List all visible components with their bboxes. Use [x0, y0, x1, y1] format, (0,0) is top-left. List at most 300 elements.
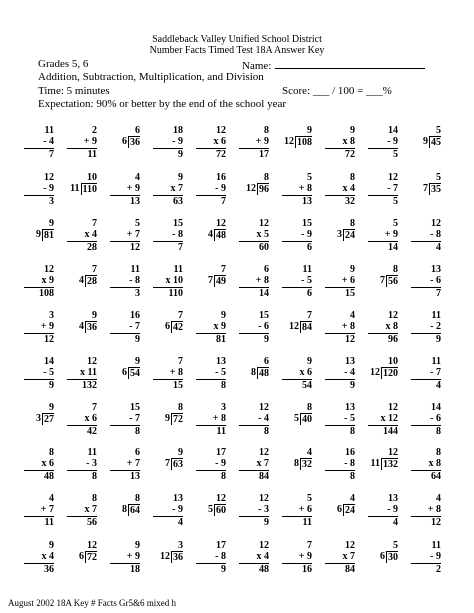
vertical-problem [110, 540, 140, 575]
quotient-answer: 12 [216, 493, 226, 504]
dividend: 72 [87, 552, 97, 563]
answer: 8 [325, 470, 355, 482]
operator-number: x 11 [80, 367, 97, 378]
answer: 4 [411, 241, 441, 253]
divisor: 11 [70, 183, 80, 194]
vertical-problem [411, 356, 441, 391]
answer: 8 [67, 470, 97, 482]
divisor: 6 [337, 504, 342, 515]
operator-number: x 4 [84, 229, 97, 240]
division-problem [282, 447, 312, 470]
operator-number: - 6 [430, 275, 441, 286]
top-number: 4 [350, 310, 355, 321]
answer: 84 [325, 563, 355, 575]
vertical-problem [282, 493, 312, 528]
dividend: 32 [302, 459, 312, 470]
quotient-answer: 9 [92, 310, 97, 321]
quotient-answer: 10 [388, 356, 398, 367]
top-number: 8 [264, 125, 269, 136]
vertical-problem [196, 172, 226, 207]
division-problem [153, 540, 183, 563]
vertical-problem [325, 125, 355, 160]
division-problem [368, 540, 398, 563]
answer: 11 [24, 516, 54, 528]
vertical-problem [325, 540, 355, 575]
quotient-answer: 9 [49, 402, 54, 413]
answer: 14 [239, 287, 269, 299]
divisor: 9 [423, 136, 428, 147]
vertical-problem [24, 447, 54, 482]
divisor: 7 [208, 275, 213, 286]
vertical-problem [24, 540, 54, 575]
division-problem [368, 264, 398, 287]
name-blank-line[interactable] [275, 58, 425, 69]
vertical-problem [411, 264, 441, 299]
vertical-problem [153, 264, 183, 299]
division-problem [282, 402, 312, 425]
vertical-problem [67, 402, 97, 437]
dividend: 132 [383, 459, 398, 470]
answer: 16 [282, 563, 312, 575]
quotient-answer: 5 [436, 172, 441, 183]
operator-number: - 6 [258, 321, 269, 332]
operator-number: - 3 [86, 458, 97, 469]
operator-number: + 8 [298, 183, 312, 194]
top-number: 11 [431, 310, 441, 321]
answer: 12 [110, 241, 140, 253]
divisor: 12 [284, 136, 294, 147]
top-number: 11 [87, 447, 97, 458]
operator-number: - 3 [258, 504, 269, 515]
operator-number: - 4 [344, 367, 355, 378]
answer: 9 [196, 563, 226, 575]
division-problem [239, 172, 269, 195]
operator-number: - 4 [258, 413, 269, 424]
top-number: 12 [259, 493, 269, 504]
quotient-answer: 5 [393, 540, 398, 551]
division-problem [110, 125, 140, 148]
quotient-answer: 8 [178, 402, 183, 413]
divisor: 12 [370, 367, 380, 378]
dividend: 35 [431, 184, 441, 195]
vertical-problem [325, 310, 355, 345]
operator-number: - 8 [344, 458, 355, 469]
divisor: 12 [160, 551, 170, 562]
vertical-problem [368, 125, 398, 160]
top-number: 15 [302, 218, 312, 229]
top-number: 9 [307, 356, 312, 367]
vertical-problem [153, 172, 183, 207]
vertical-problem [67, 218, 97, 253]
top-number: 12 [431, 218, 441, 229]
vertical-problem [196, 402, 226, 437]
divisor: 6 [122, 136, 127, 147]
top-number: 12 [388, 172, 398, 183]
vertical-problem [368, 218, 398, 253]
answer: 48 [239, 563, 269, 575]
name-field[interactable] [242, 58, 425, 72]
vertical-problem [325, 172, 355, 207]
operator-number: x 8 [342, 136, 355, 147]
dividend: 49 [216, 276, 226, 287]
top-number: 7 [92, 218, 97, 229]
answer: 42 [67, 425, 97, 437]
quotient-answer: 12 [388, 447, 398, 458]
answer: 48 [24, 470, 54, 482]
operator-number: + 9 [126, 183, 140, 194]
vertical-problem [67, 125, 97, 160]
divisor: 9 [36, 229, 41, 240]
top-number: 6 [135, 447, 140, 458]
operator-number: - 8 [172, 229, 183, 240]
top-number: 12 [44, 264, 54, 275]
vertical-problem [325, 402, 355, 437]
answer: 9 [411, 333, 441, 345]
operator-number: - 6 [430, 413, 441, 424]
top-number: 7 [307, 540, 312, 551]
top-number: 14 [388, 125, 398, 136]
operator-number: - 5 [344, 413, 355, 424]
score-label: Score: ___ / 100 = ___% [282, 85, 392, 97]
top-number: 5 [307, 493, 312, 504]
answer: 54 [282, 379, 312, 391]
operator-number: + 8 [169, 367, 183, 378]
vertical-problem [110, 310, 140, 345]
division-problem [153, 447, 183, 470]
vertical-problem [153, 218, 183, 253]
operator-number: - 9 [301, 229, 312, 240]
top-number: 11 [431, 356, 441, 367]
division-problem [368, 356, 398, 379]
answer: 9 [239, 333, 269, 345]
divisor: 6 [122, 367, 127, 378]
operator-number: x 6 [299, 367, 312, 378]
operator-number: - 9 [215, 183, 226, 194]
operator-number: x 8 [428, 458, 441, 469]
vertical-problem [110, 402, 140, 437]
vertical-problem [239, 264, 269, 299]
answer: 28 [67, 241, 97, 253]
top-number: 3 [221, 402, 226, 413]
vertical-problem [368, 402, 398, 437]
vertical-problem [368, 172, 398, 207]
operator-number: - 5 [301, 275, 312, 286]
top-number: 9 [49, 540, 54, 551]
dividend: 48 [216, 230, 226, 241]
top-number: 9 [350, 264, 355, 275]
operator-number: x 7 [170, 183, 183, 194]
answer: 13 [110, 470, 140, 482]
answer: 72 [325, 148, 355, 160]
top-number: 11 [44, 125, 54, 136]
dividend: 28 [87, 276, 97, 287]
answer: 6 [282, 241, 312, 253]
vertical-problem [239, 310, 269, 345]
operator-number: x 7 [84, 504, 97, 515]
dividend: 45 [431, 137, 441, 148]
top-number: 12 [388, 310, 398, 321]
dividend: 27 [44, 414, 54, 425]
vertical-problem [153, 493, 183, 528]
vertical-problem [411, 218, 441, 253]
operator-number: x 7 [342, 551, 355, 562]
quotient-answer: 9 [135, 356, 140, 367]
operator-number: x 6 [41, 458, 54, 469]
quotient-answer: 4 [350, 493, 355, 504]
quotient-answer: 7 [307, 310, 312, 321]
divisor: 4 [79, 275, 84, 286]
quotient-answer: 8 [350, 218, 355, 229]
vertical-problem [110, 218, 140, 253]
quotient-answer: 7 [221, 264, 226, 275]
answer: 8 [110, 425, 140, 437]
operator-number: x 6 [213, 136, 226, 147]
top-number: 5 [135, 218, 140, 229]
operator-number: - 5 [215, 367, 226, 378]
vertical-problem [110, 447, 140, 482]
divisor: 9 [165, 413, 170, 424]
vertical-problem [282, 264, 312, 299]
dividend: 24 [345, 505, 355, 516]
top-number: 16 [216, 172, 226, 183]
operator-number: - 9 [215, 458, 226, 469]
expectation-label: Expectation: 90% or better by the end of the school year [38, 98, 287, 110]
top-number: 11 [173, 264, 183, 275]
top-number: 7 [178, 356, 183, 367]
division-problem [282, 310, 312, 333]
top-number: 4 [49, 493, 54, 504]
answer: 13 [110, 195, 140, 207]
division-problem [325, 218, 355, 241]
operator-number: + 6 [341, 275, 355, 286]
dividend: 60 [216, 505, 226, 516]
top-number: 8 [350, 172, 355, 183]
top-number: 13 [345, 356, 355, 367]
operator-number: - 7 [129, 321, 140, 332]
quotient-answer: 8 [393, 264, 398, 275]
vertical-problem [24, 125, 54, 160]
division-problem [411, 172, 441, 195]
vertical-problem [67, 356, 97, 391]
division-problem [325, 493, 355, 516]
vertical-problem [24, 310, 54, 345]
divisor: 6 [165, 321, 170, 332]
top-number: 5 [307, 172, 312, 183]
division-problem [153, 402, 183, 425]
dividend: 48 [259, 368, 269, 379]
operator-number: x 10 [165, 275, 183, 286]
division-problem [67, 264, 97, 287]
vertical-problem [239, 125, 269, 160]
answer: 4 [411, 379, 441, 391]
answer: 8 [239, 425, 269, 437]
top-number: 7 [92, 402, 97, 413]
vertical-problem [368, 493, 398, 528]
vertical-problem [110, 172, 140, 207]
operator-number: x 4 [256, 551, 269, 562]
vertical-problem [282, 540, 312, 575]
division-problem [411, 125, 441, 148]
answer: 15 [325, 287, 355, 299]
dividend: 40 [302, 414, 312, 425]
dividend: 72 [173, 414, 183, 425]
quotient-answer: 12 [216, 218, 226, 229]
answer: 110 [153, 287, 183, 299]
top-number: 12 [259, 447, 269, 458]
top-number: 12 [388, 402, 398, 413]
footer-note: August 2002 18A Key # Facts Gr5&6 mixed h [8, 598, 176, 608]
operator-number: x 9 [41, 275, 54, 286]
vertical-problem [196, 447, 226, 482]
answer: 7 [196, 195, 226, 207]
answer: 11 [282, 516, 312, 528]
top-number: 14 [431, 402, 441, 413]
quotient-answer: 3 [178, 540, 183, 551]
answer: 84 [239, 470, 269, 482]
vertical-problem [153, 356, 183, 391]
dividend: 81 [44, 230, 54, 241]
answer: 7 [24, 148, 54, 160]
operator-number: - 7 [430, 367, 441, 378]
vertical-problem [239, 402, 269, 437]
operator-number: - 5 [43, 367, 54, 378]
answer: 108 [24, 287, 54, 299]
operator-number: - 9 [172, 504, 183, 515]
answer: 56 [67, 516, 97, 528]
dividend: 64 [130, 505, 140, 516]
vertical-problem [110, 264, 140, 299]
top-number: 13 [173, 493, 183, 504]
answer: 144 [368, 425, 398, 437]
divisor: 4 [79, 321, 84, 332]
district-name: Saddleback Valley Unified School District [152, 34, 322, 45]
answer: 60 [239, 241, 269, 253]
answer: 7 [411, 287, 441, 299]
top-number: 2 [92, 125, 97, 136]
answer: 81 [196, 333, 226, 345]
operator-number: x 7 [256, 458, 269, 469]
vertical-problem [239, 540, 269, 575]
dividend: 36 [87, 322, 97, 333]
test-title: Number Facts Timed Test 18A Answer Key [149, 45, 325, 56]
division-problem [196, 493, 226, 516]
top-number: 12 [345, 540, 355, 551]
top-number: 5 [393, 218, 398, 229]
vertical-problem [67, 447, 97, 482]
vertical-problem [325, 264, 355, 299]
quotient-answer: 8 [135, 493, 140, 504]
quotient-answer: 6 [264, 356, 269, 367]
divisor: 12 [246, 183, 256, 194]
answer: 8 [325, 425, 355, 437]
top-number: 13 [431, 264, 441, 275]
operator-number: - 8 [215, 551, 226, 562]
answer: 17 [239, 148, 269, 160]
quotient-answer: 12 [87, 540, 97, 551]
division-problem [110, 356, 140, 379]
top-number: 12 [44, 172, 54, 183]
vertical-problem [325, 447, 355, 482]
operator-number: - 2 [430, 321, 441, 332]
answer: 3 [24, 195, 54, 207]
division-problem [153, 310, 183, 333]
quotient-answer: 9 [307, 125, 312, 136]
top-number: 15 [173, 218, 183, 229]
divisor: 8 [251, 367, 256, 378]
divisor: 4 [208, 229, 213, 240]
vertical-problem [196, 540, 226, 575]
quotient-answer: 4 [307, 447, 312, 458]
answer: 13 [282, 195, 312, 207]
top-number: 12 [259, 218, 269, 229]
operator-number: - 9 [387, 504, 398, 515]
answer: 11 [196, 425, 226, 437]
top-number: 13 [388, 493, 398, 504]
top-number: 3 [49, 310, 54, 321]
top-number: 4 [135, 172, 140, 183]
answer: 63 [153, 195, 183, 207]
top-number: 9 [135, 540, 140, 551]
division-problem [239, 356, 269, 379]
answer: 6 [282, 287, 312, 299]
dividend: 84 [302, 322, 312, 333]
vertical-problem [24, 356, 54, 391]
quotient-answer: 9 [49, 218, 54, 229]
operator-number: x 4 [342, 183, 355, 194]
divisor: 8 [122, 504, 127, 515]
operator-number: - 9 [172, 136, 183, 147]
vertical-problem [196, 310, 226, 345]
operator-number: + 8 [341, 321, 355, 332]
division-problem [110, 493, 140, 516]
vertical-problem [282, 172, 312, 207]
vertical-problem [411, 310, 441, 345]
operator-number: - 8 [430, 229, 441, 240]
answer: 32 [325, 195, 355, 207]
divisor: 7 [423, 183, 428, 194]
answer: 9 [239, 516, 269, 528]
answer: 15 [153, 379, 183, 391]
divisor: 3 [337, 229, 342, 240]
dividend: 36 [173, 552, 183, 563]
quotient-answer: 9 [178, 447, 183, 458]
vertical-problem [411, 447, 441, 482]
dividend: 96 [259, 184, 269, 195]
operator-number: + 8 [212, 413, 226, 424]
top-number: 6 [264, 264, 269, 275]
operator-number: + 7 [126, 229, 140, 240]
top-number: 17 [216, 447, 226, 458]
operator-number: - 8 [129, 275, 140, 286]
top-number: 9 [350, 125, 355, 136]
answer: 5 [368, 148, 398, 160]
operator-number: - 7 [387, 183, 398, 194]
answer: 9 [153, 148, 183, 160]
operator-number: + 7 [126, 458, 140, 469]
operator-number: - 4 [43, 136, 54, 147]
division-problem [368, 447, 398, 470]
operator-number: - 7 [129, 413, 140, 424]
vertical-problem [411, 493, 441, 528]
division-problem [67, 172, 97, 195]
operator-number: + 7 [40, 504, 54, 515]
divisor: 12 [289, 321, 299, 332]
dividend: 30 [388, 552, 398, 563]
answer: 36 [24, 563, 54, 575]
operator-number: + 9 [255, 136, 269, 147]
answer: 12 [24, 333, 54, 345]
operator-number: x 9 [213, 321, 226, 332]
